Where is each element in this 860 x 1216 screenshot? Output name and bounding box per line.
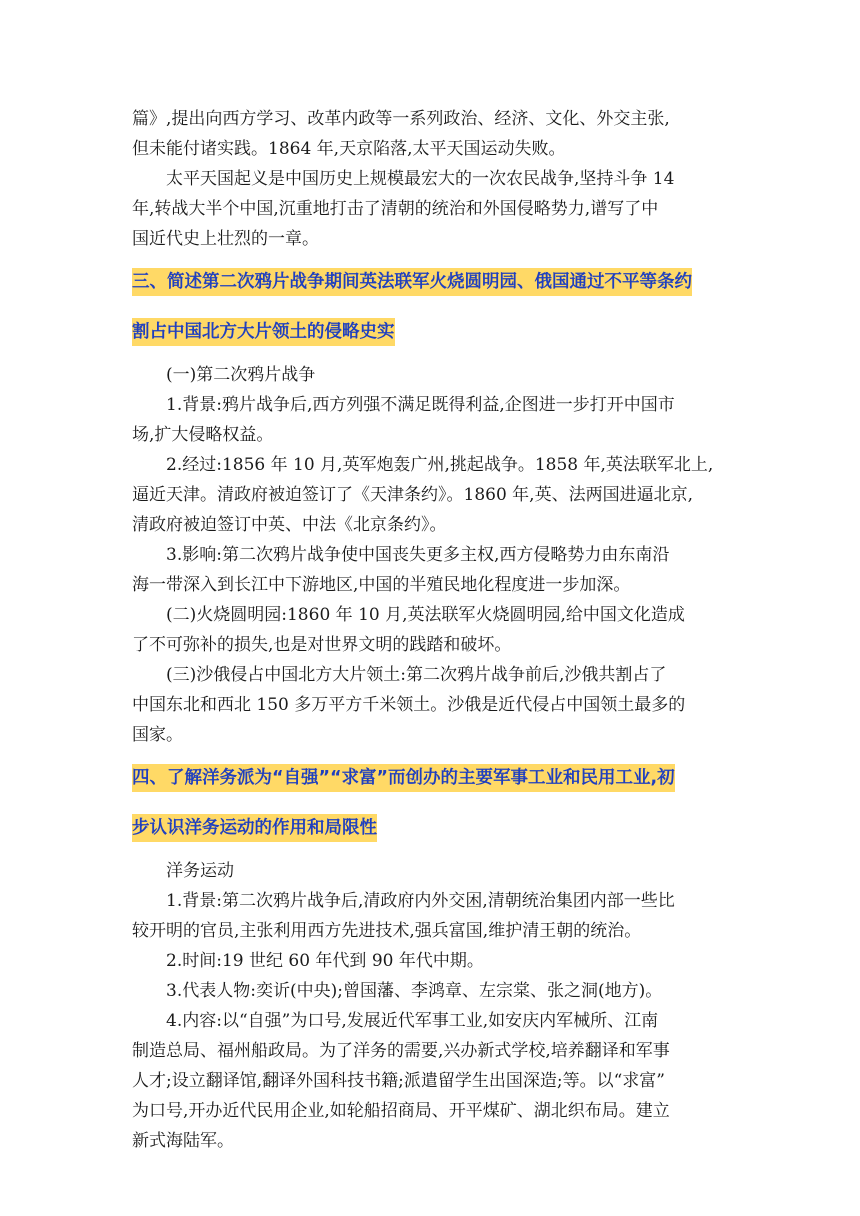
section-3-body: [132, 360, 730, 750]
section-heading-3: [132, 257, 730, 357]
section-4-body: [132, 856, 730, 1156]
text-line: 逼近天津。清政府被迫签订了《天津条约》。1860 年,英、法两国进逼北京,: [132, 485, 693, 505]
paragraph-taiping-summary: [132, 164, 730, 254]
heading-line: 割占中国北方大片领土的侵略史实: [132, 318, 395, 346]
text-line: 新式海陆军。: [132, 1131, 234, 1151]
text-line: 篇》,提出向西方学习、改革内政等一系列政治、经济、文化、外交主张,: [132, 109, 670, 129]
paragraph-continuation: [132, 104, 730, 164]
text-line: (三)沙俄侵占中国北方大片领土:第二次鸦片战争前后,沙俄共割占了: [166, 665, 667, 685]
text-line: 为口号,开办近代民用企业,如轮船招商局、开平煤矿、湖北织布局。建立: [132, 1101, 670, 1121]
text-line: 太平天国起义是中国历史上规模最宏大的一次农民战争,坚持斗争 14: [166, 169, 675, 189]
heading-line: 三、简述第二次鸦片战争期间英法联军火烧圆明园、俄国通过不平等条约: [132, 268, 692, 296]
heading-line: 四、了解洋务派为“自强”“求富”而创办的主要军事工业和民用工业,初: [132, 764, 675, 792]
text-line: 国近代史上壮烈的一章。: [132, 229, 319, 249]
text-line: 3.影响:第二次鸦片战争使中国丧失更多主权,西方侵略势力由东南沿: [166, 545, 670, 565]
text-line: 2.经过:1856 年 10 月,英军炮轰广州,挑起战争。1858 年,英法联军北上,: [166, 455, 714, 475]
heading-line: 步认识洋务运动的作用和局限性: [132, 814, 377, 842]
text-line: 了不可弥补的损失,也是对世界文明的践踏和破坏。: [132, 635, 512, 655]
text-line: 4.内容:以“自强”为口号,发展近代军事工业,如安庆内军械所、江南: [166, 1011, 659, 1031]
text-line: 但未能付诸实践。1864 年,天京陷落,太平天国运动失败。: [132, 139, 566, 159]
text-line: 2.时间:19 世纪 60 年代到 90 年代中期。: [166, 951, 484, 971]
text-line: (二)火烧圆明园:1860 年 10 月,英法联军火烧圆明园,给中国文化造成: [166, 605, 685, 625]
text-line: 场,扩大侵略权益。: [132, 425, 274, 445]
text-line: 较开明的官员,主张利用西方先进技术,强兵富国,维护清王朝的统治。: [132, 921, 642, 941]
subheading: 洋务运动: [166, 861, 234, 881]
text-line: 1.背景:第二次鸦片战争后,清政府内外交困,清朝统治集团内部一些比: [166, 891, 675, 911]
text-line: 人才;设立翻译馆,翻译外国科技书籍;派遣留学生出国深造;等。以“求富”: [132, 1071, 665, 1091]
text-line: 年,转战大半个中国,沉重地打击了清朝的统治和外国侵略势力,谱写了中: [132, 199, 659, 219]
text-line: 清政府被迫签订中英、中法《北京条约》。: [132, 515, 447, 535]
text-line: 1.背景:鸦片战争后,西方列强不满足既得利益,企图进一步打开中国市: [166, 395, 675, 415]
text-line: 中国东北和西北 150 多万平方千米领土。沙俄是近代侵占中国领土最多的: [132, 695, 686, 715]
text-line: 海一带深入到长江中下游地区,中国的半殖民地化程度进一步加深。: [132, 575, 631, 595]
section-heading-4: [132, 753, 730, 853]
text-line: 制造总局、福州船政局。为了洋务的需要,兴办新式学校,培养翻译和军事: [132, 1041, 670, 1061]
text-line: 3.代表人物:奕䜣(中央);曾国藩、李鸿章、左宗棠、张之洞(地方)。: [166, 981, 663, 1001]
subheading: (一)第二次鸦片战争: [166, 365, 316, 385]
text-line: 国家。: [132, 725, 183, 745]
